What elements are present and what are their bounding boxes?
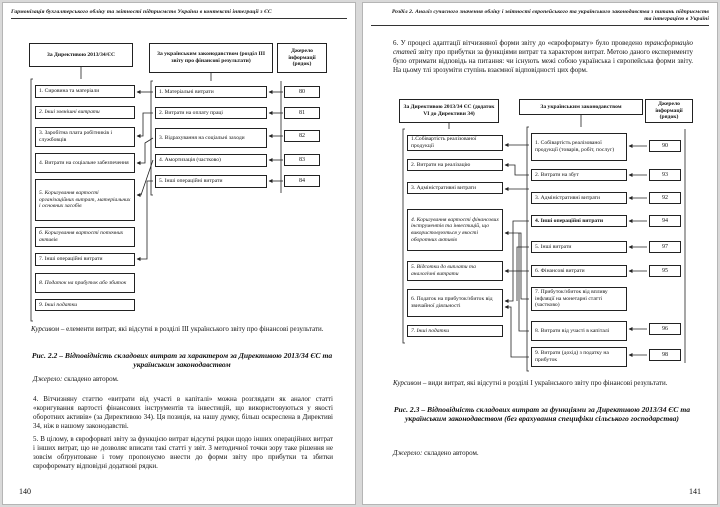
page-number: 141 bbox=[689, 487, 701, 496]
directive-item-5: 5. Відсотки до виплати та аналогічні витрати bbox=[407, 261, 503, 281]
ua-item-3: 3. Адміністративні витрати bbox=[531, 192, 627, 204]
left-page bbox=[2, 2, 356, 505]
directive-item-2: 2. Витрати на реалізацію bbox=[407, 159, 503, 171]
ua-item-1: 1. Собівартість реалізованої продукції (товарів, робіт, послуг) bbox=[531, 133, 627, 161]
ua-item-2: 2. Витрати на збут bbox=[531, 169, 627, 181]
ua-item-5: 5. Інші операційні витрати bbox=[155, 175, 267, 188]
list-item bbox=[33, 435, 333, 471]
note-text: – елементи витрат, які відсутні в розділі ІІІ українського звіту про фінансові результати. bbox=[59, 325, 324, 333]
source-column-header: Джерело інформації (рядок) bbox=[645, 99, 693, 123]
legend-note bbox=[393, 379, 693, 388]
directive-column-header: За Директивою 2013/34/ЄС bbox=[29, 43, 133, 67]
page-number: 140 bbox=[19, 487, 31, 496]
directive-item-2: 2. Інші зовнішні витрати bbox=[35, 106, 135, 119]
list-item-text: Вітчизняну статтю «витрати від участі в капіталі» можна розглядати як аналог статті «коригування вартості фінансових інструментів та інвестицій, що використовуються у якості оборотних активів» (за Директивою 34). Ця позиція, на нашу думку, більш оскреслена в Директиві 34, ніж в нашому законодавстві. bbox=[33, 395, 334, 431]
ua-item-7: 7. Прибуток/збиток від впливу інфляції на монетарні статті (частково) bbox=[531, 287, 627, 311]
directive-item-4: 4. Коригування вартості фінансових інструментів та інвестицій, що використовуються у якості оборотних активів bbox=[407, 209, 503, 251]
directive-item-8: 8. Податок на прибуток або збиток bbox=[35, 273, 135, 293]
source-column-header: Джерело інформації (рядок) bbox=[277, 43, 327, 73]
intro-number: 6. bbox=[393, 39, 399, 47]
directive-item-1: 1.Собівартість реалізованої продукції bbox=[407, 135, 503, 151]
running-header-line-2: та інтеграцією в Україні bbox=[644, 15, 709, 22]
source-label: Джерело: bbox=[33, 375, 63, 383]
intro-text-post: звіту про прибутки за функціями витрат та характером витрат. Метою даного експерименту було отримати відповідь на питання: чи існують межі собою українська і європейська форми звіту. На цьому тлі зрозуміти ступінь взаємної відповідності цих форм. bbox=[393, 48, 693, 75]
directive-item-6: 6. Податок на прибуток/збиток від звичайної діяльності bbox=[407, 289, 503, 317]
running-header-line-1: Розділ 2. Аналіз сучасного значення обліку і звітності європейського та українського законодавства з питань підприємств bbox=[391, 9, 709, 15]
row-number: 80 bbox=[284, 86, 320, 98]
list-item bbox=[33, 395, 333, 431]
directive-item-3: 3. Заробітна плата робітників і службовців bbox=[35, 127, 135, 147]
intro-text-pre: У процесі адаптації вітчизняної форми звіту до «євроформату» було проведено bbox=[400, 39, 645, 47]
row-number: 83 bbox=[284, 154, 320, 166]
right-page bbox=[362, 2, 718, 505]
ua-item-6: 6. Фінансові витрати bbox=[531, 265, 627, 277]
figure-caption: Рис. 2.3 – Відповідність складових витрат за функціями за Директивою 2013/34 ЄС та українським законодавством (без врахування специфіки сільського господарства) bbox=[393, 405, 691, 424]
directive-item-3: 3. Адміністративні витрати bbox=[407, 182, 503, 194]
directive-item-7: 7. Інші операційні витрати bbox=[35, 253, 135, 266]
note-label: Курсивом bbox=[393, 379, 422, 387]
figure-source bbox=[393, 449, 693, 458]
directive-column-header: За Директивою 2013/34 ЄС (додаток VI до Директиви 34) bbox=[399, 99, 499, 123]
ua-law-column-header: За українським законодавством (розділ ІІІ звіту про фінансові результати) bbox=[149, 43, 273, 73]
note-text: – види витрат, які відсутні в розділі І українського звіту про фінансові результати. bbox=[421, 379, 668, 387]
ua-item-2: 2. Витрати на оплату праці bbox=[155, 107, 267, 119]
source-text: складено автором. bbox=[62, 375, 119, 383]
directive-item-9: 9. Інші податки bbox=[35, 299, 135, 311]
note-label: Курсивом bbox=[31, 325, 60, 333]
directive-item-1: 1. Сировина та матеріали bbox=[35, 85, 135, 98]
ua-item-3: 3. Відрахування на соціальні заходи bbox=[155, 128, 267, 148]
row-number: 90 bbox=[649, 140, 681, 152]
directive-item-5: 5. Коригування вартості організаційних витрат, матеріальних і основних засобів bbox=[35, 179, 135, 221]
list-item-number: 5. bbox=[33, 435, 39, 443]
ua-item-4: 4. Інші операційні витрати bbox=[531, 215, 627, 227]
ua-item-5: 5. Інші витрати bbox=[531, 241, 627, 253]
row-number: 94 bbox=[649, 215, 681, 227]
row-number: 98 bbox=[649, 349, 681, 361]
list-item-text: В цілому, в єврофорваті звіту за функцією витрат відсутні рядки щодо інших операційних витрат і інших витрат, що не дозволяє вписати такі статті у звіт. З методичної точки зору таке рішення не зовсім обґрунтоване і тому пропонуємо внести до форми звіту про прибутки та збитки єврофоремату відповідні додаткові рядки. bbox=[33, 435, 333, 471]
ua-item-4: 4. Амортизація (частково) bbox=[155, 154, 267, 167]
connector-arrows bbox=[363, 3, 718, 383]
list-item-number: 4. bbox=[33, 395, 39, 403]
legend-note bbox=[31, 325, 331, 334]
row-number: 95 bbox=[649, 265, 681, 277]
intro-text-italic: трансформацію статей bbox=[393, 39, 693, 57]
row-number: 84 bbox=[284, 175, 320, 187]
ua-item-9: 9. Витрати (дохід) з податку на прибуток bbox=[531, 347, 627, 367]
row-number: 92 bbox=[649, 192, 681, 204]
row-number: 81 bbox=[284, 107, 320, 119]
directive-item-6: 6. Коригування вартості поточних активів bbox=[35, 227, 135, 247]
source-label: Джерело: bbox=[393, 449, 423, 457]
running-header: Гармонізація бухгалтерського обліку та звітності підприємств України в контексті інтеграції з ЄС bbox=[11, 9, 347, 19]
ua-item-8: 8. Витрати від участі в капіталі bbox=[531, 321, 627, 341]
ua-law-column-header: За українським законодавством bbox=[519, 99, 643, 115]
directive-item-7: 7. Інші податки bbox=[407, 325, 503, 337]
source-text: складено автором. bbox=[422, 449, 479, 457]
ua-item-1: 1. Матеріальні витрати bbox=[155, 86, 267, 98]
connector-arrows bbox=[3, 3, 356, 333]
directive-item-4: 4. Витрати на соціальне забезпечення bbox=[35, 153, 135, 173]
figure-caption: Рис. 2.2 – Відповідність складових витрат за характером за Директивою 2013/34 ЄС та українським законодавством bbox=[31, 351, 333, 370]
row-number: 97 bbox=[649, 241, 681, 253]
row-number: 96 bbox=[649, 323, 681, 335]
figure-source bbox=[33, 375, 333, 384]
row-number: 93 bbox=[649, 169, 681, 181]
row-number: 82 bbox=[284, 130, 320, 142]
